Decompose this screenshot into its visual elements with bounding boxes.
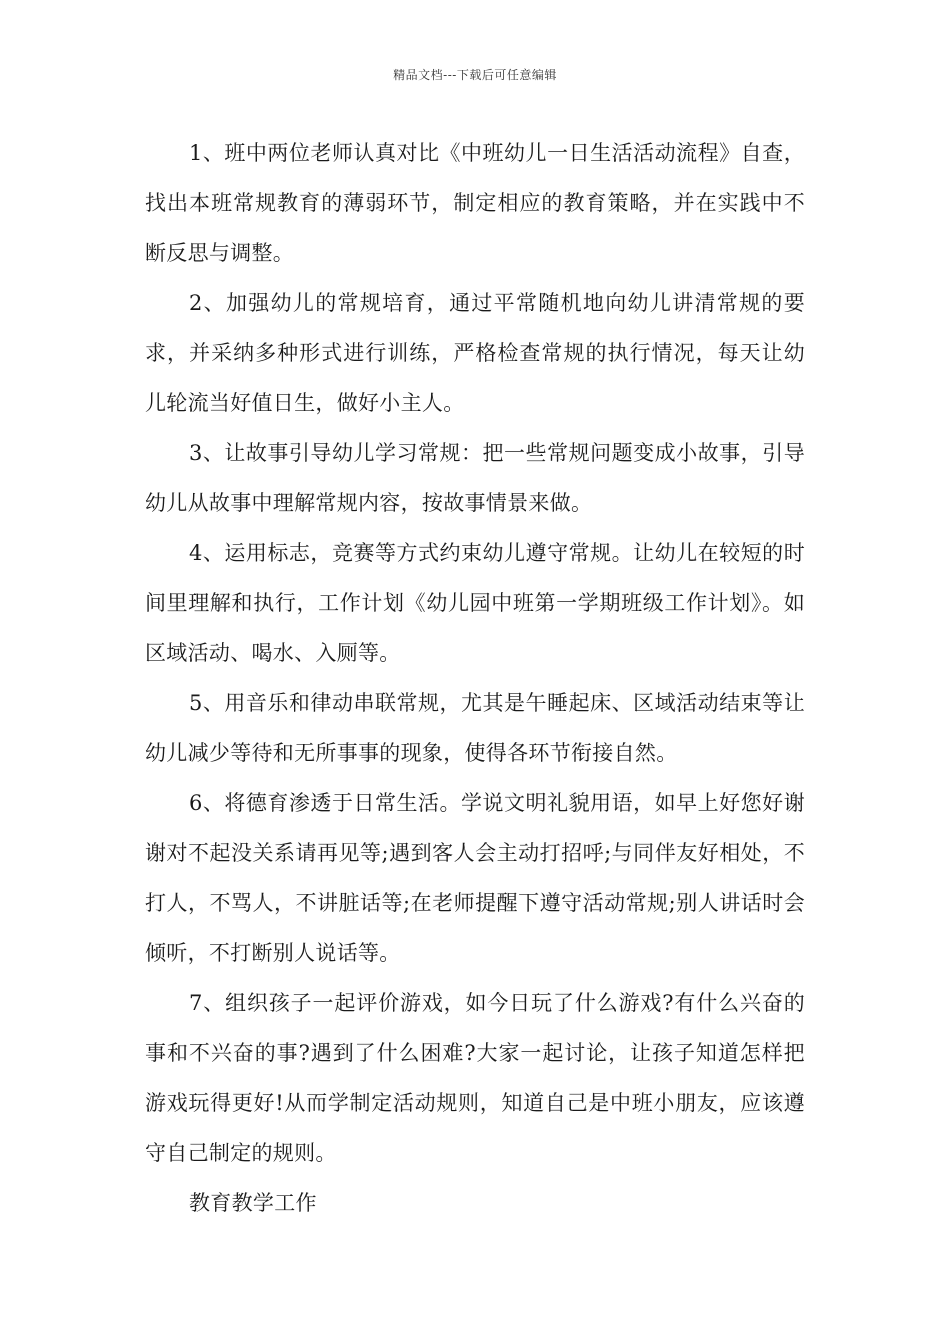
paragraph-6: 6、将德育渗透于日常生活。学说文明礼貌用语，如早上好您好谢谢对不起没关系请再见等;遇到客人会主动打招呼;与同伴友好相处，不打人，不骂人，不讲脏话等;在老师提醒下遵守活动常规;别人讲话时会倾听，不打断别人说话等。 xyxy=(145,791,805,965)
paragraph-1: 1、班中两位老师认真对比《中班幼儿一日生活活动流程》自查，找出本班常规教育的薄弱环节，制定相应的教育策略，并在实践中不断反思与调整。 xyxy=(145,141,805,265)
paragraph-5: 5、用音乐和律动串联常规，尤其是午睡起床、区域活动结束等让幼儿减少等待和无所事事的现象，使得各环节衔接自然。 xyxy=(145,691,805,765)
document-body xyxy=(145,128,805,1228)
section-heading: 教育教学工作 xyxy=(189,1191,317,1215)
paragraph-3: 3、让故事引导幼儿学习常规：把一些常规问题变成小故事，引导幼儿从故事中理解常规内容，按故事情景来做。 xyxy=(145,441,805,515)
paragraph-2: 2、加强幼儿的常规培育，通过平常随机地向幼儿讲清常规的要求，并采纳多种形式进行训练，严格检查常规的执行情况，每天让幼儿轮流当好值日生，做好小主人。 xyxy=(145,291,805,415)
paragraph-4: 4、运用标志，竞赛等方式约束幼儿遵守常规。让幼儿在较短的时间里理解和执行，工作计划《幼儿园中班第一学期班级工作计划》。如区域活动、喝水、入厕等。 xyxy=(145,541,805,665)
page-header: 精品文档---下载后可任意编辑 xyxy=(393,68,557,82)
paragraph-7: 7、组织孩子一起评价游戏，如今日玩了什么游戏?有什么兴奋的事和不兴奋的事?遇到了什么困难?大家一起讨论，让孩子知道怎样把游戏玩得更好!从而学制定活动规则，知道自己是中班小朋友，应该遵守自己制定的规则。 xyxy=(145,991,805,1165)
